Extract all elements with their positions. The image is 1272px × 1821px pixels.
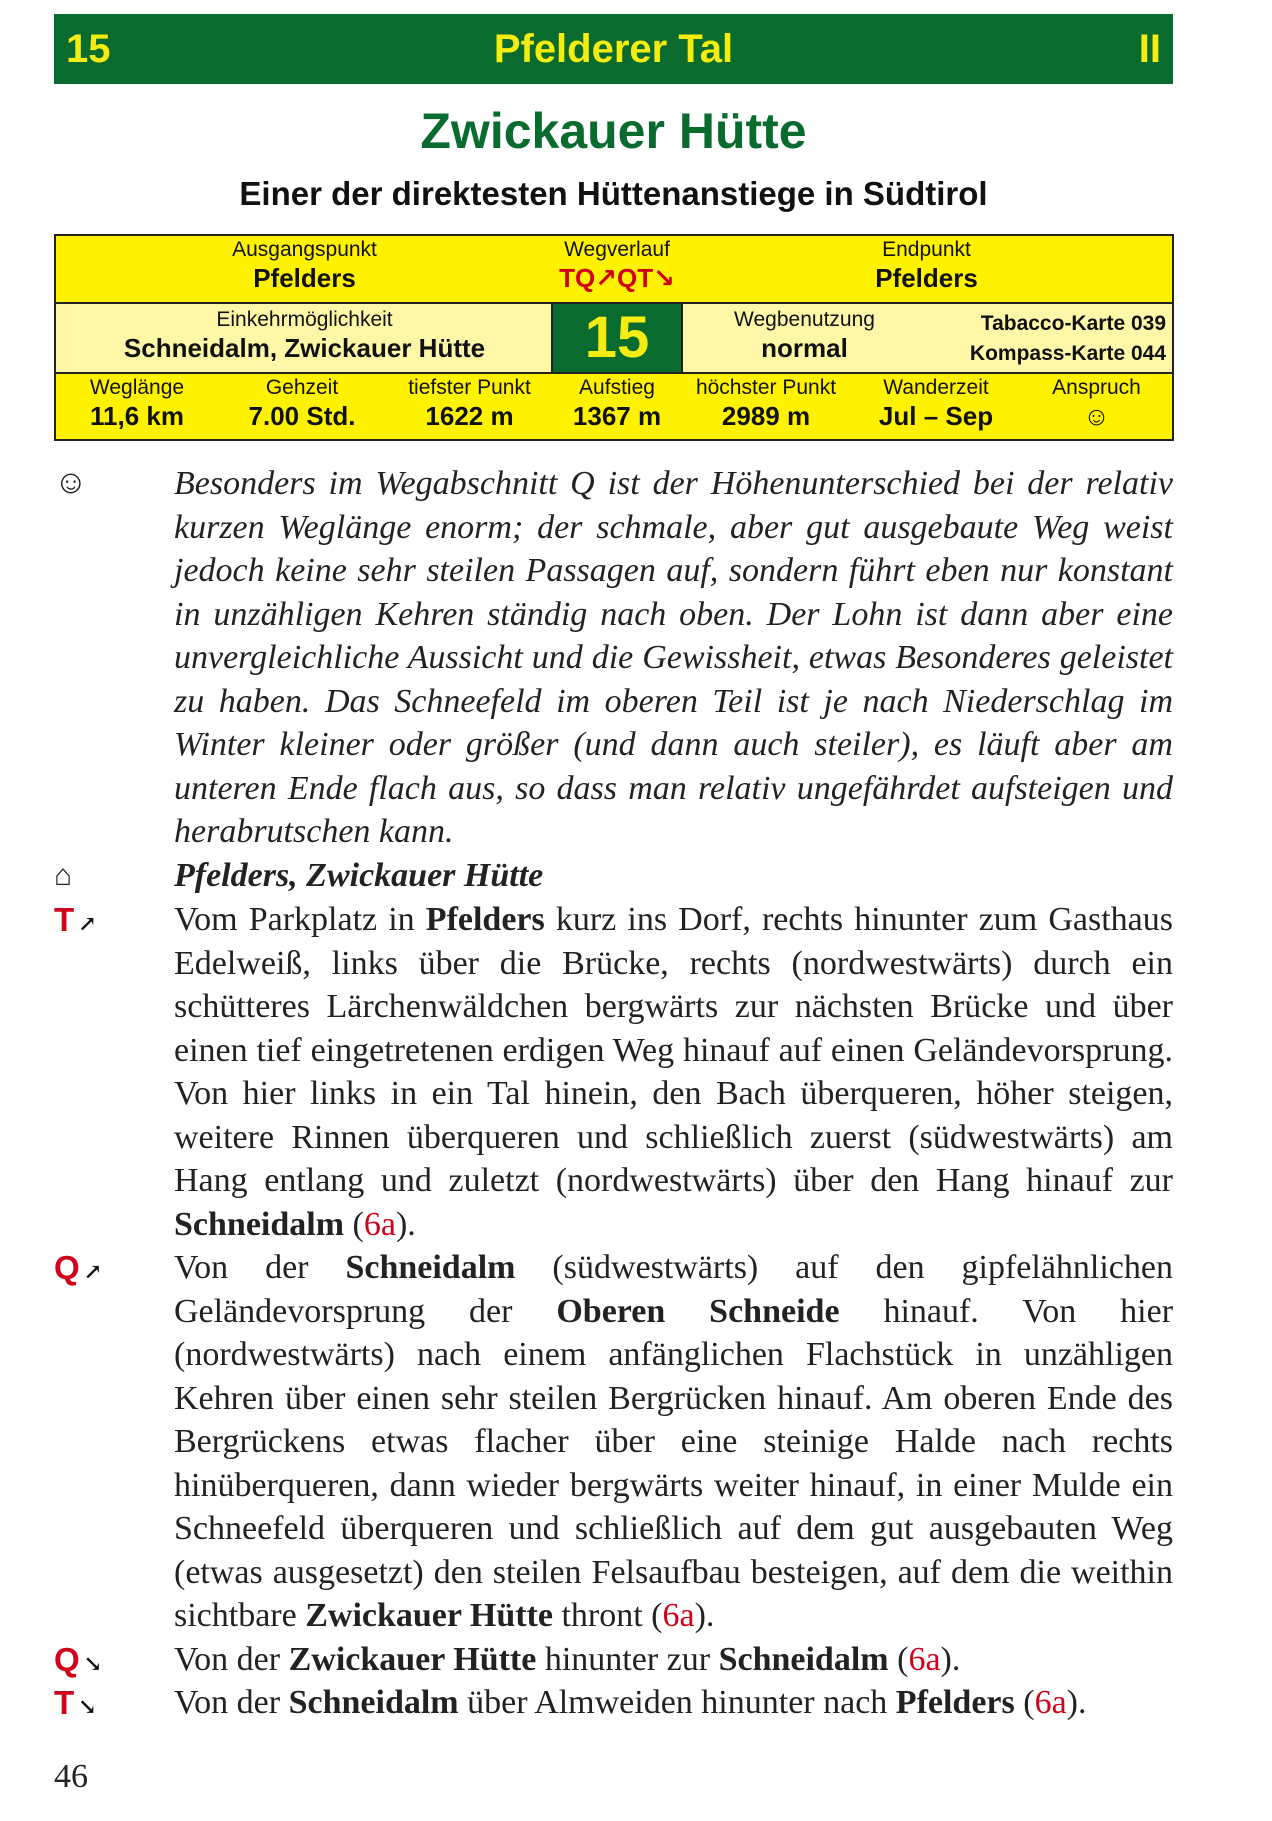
text: kurz ins Dorf, rechts hinunter zum Gasthaus Edelweiß, links über die Brücke, rechts (nordwestwärts) durch ein schütteres Lärchenwäldchen bergwärts zur nächsten Brücke und über einen tief eingetretenen erdigen Weg hinauf auf einen Geländevorsprung. Von hier links in ein Tal hinein, den Bach überqueren, höher steigen, weitere Rinnen überqueren und schließlich zuerst (südwestwärts) am Hang entlang und zuletzt (nordwestwärts) über den Hang hinauf zur [174,901,1173,1199]
lowest-point-value: 1622 m [425,401,514,431]
text: über Almweiden hinunter nach [458,1684,896,1721]
map-reference-1: Tabacco-Karte 039 [980,312,1166,335]
smiley-icon: ☺ [1083,401,1110,431]
segment-t-up-text [174,898,1173,1246]
place-name: Schneidalm [718,1641,889,1678]
segment-t-down-text [174,1681,1173,1725]
season-cell [851,376,1021,432]
place-name: Schneidalm [345,1249,516,1286]
text: Von der [174,1641,289,1678]
path-usage-label: Wegbenutzung [734,308,875,331]
text: (südwestwärts) auf den gipfelähnlichen Geländevorsprung der [174,1249,1173,1330]
divider [56,372,1172,374]
stops-line: Pfelders, Zwickauer Hütte [174,857,544,894]
segment-t-up-marker [54,898,97,946]
segment-letter: T [54,1684,75,1721]
text: ( [1014,1684,1035,1721]
route-number-badge: 15 [553,304,681,372]
start-point-cell [56,238,553,294]
lowest-point-label: tiefster Punkt [408,376,531,399]
text: ). [1066,1684,1087,1721]
highest-point-value: 2989 m [721,401,811,431]
refreshment-value: Schneidalm, Zwickauer Hütte [123,333,486,363]
text: ( [888,1641,909,1678]
page-number: 46 [54,1758,88,1795]
segment-q-up-marker [54,1246,102,1294]
refreshment-cell [56,308,553,364]
walking-time-cell [218,376,386,432]
intro-paragraph: Besonders im Wegabschnitt Q ist der Höhenunterschied bei der relativ kurzen Weglänge enorm; der schmale, aber gut ausgebaute Weg weist jedoch keine sehr steilen Passagen auf, sondern führt eben nur konstant in unzähligen Kehren ständig nach oben. Der Lohn ist dann aber eine unvergleichliche Aussicht und die Gewissheit, etwas Besonderes geleistet zu haben. Das Schneefeld im oberen Teil ist je nach Niederschlag im Winter kleiner oder größer (und dann auch steiler), es läuft aber am unteren Ende flach aus, so dass man relativ ungefährdet aufsteigen und herabrutschen kann. [174,465,1173,850]
place-name: Schneidalm [288,1684,459,1721]
segment-t-down-marker [54,1681,97,1729]
route-course-value: TQ↗QT↘ [559,263,675,293]
lowest-point-cell [386,376,553,432]
arrow-up-icon: ↗ [83,1259,103,1284]
text: hinauf. Von hier (nordwestwärts) nach einem anfänglichen Flachstück in unzähligen Kehren über einen sehr steilen Bergrücken hinauf. Am oberen Ende des Bergrückens etwas flacher über eine steinige Halde nach rechts hinüberqueren, dann wieder bergwärts weiter hinauf, in einer Mulde ein Schneefeld überqueren und schließlich auf dem gut ausgebauten Weg (etwas ausgesetzt) den steilen Felsaufbau besteigen, auf dem die weithin sichtbare [174,1292,1174,1634]
path-usage-cell [683,308,926,364]
arrow-up-icon: ↗ [78,911,97,936]
walking-time-label: Gehzeit [265,376,339,399]
path-usage-value: normal [761,333,848,363]
segment-q-down-text [174,1638,1173,1682]
place-name: Schneidalm [174,1205,345,1243]
region-title: Pfelderer Tal [493,27,734,71]
page-subtitle: Einer der direktesten Hüttenanstiege in Südtirol [239,175,988,212]
text: ( [344,1205,364,1243]
segment-letter: T [54,901,75,938]
route-number: 15 [66,27,111,71]
place-name: Zwickauer Hütte [288,1641,537,1678]
place-name: Oberen Schneide [556,1292,840,1330]
ascent-value: 1367 m [572,401,662,431]
arrow-down-icon: ↘ [78,1694,97,1719]
place-name: Pfelders [425,901,545,938]
header-bar [54,14,1173,84]
route-course-label: Wegverlauf [564,238,670,261]
distance-cell [56,376,218,432]
text: ). [395,1205,416,1243]
difficulty-grade: II [1138,27,1161,71]
divider [551,304,553,372]
place-name: Zwickauer Hütte [305,1597,553,1634]
map-ref: 6a [1034,1684,1067,1721]
place-name: Pfelders [895,1684,1015,1721]
end-point-cell [681,238,1172,294]
ascent-cell [553,376,681,432]
segment-letter: Q [54,1641,80,1678]
ascent-label: Aufstieg [579,376,655,399]
text: hinunter zur [536,1641,719,1678]
season-label: Wanderzeit [883,376,989,399]
highest-point-cell [681,376,851,432]
start-point-label: Ausgangspunkt [232,238,377,261]
page-title: Zwickauer Hütte [420,103,807,159]
map-ref: 6a [662,1597,695,1634]
text: thront ( [552,1597,663,1634]
text: Vom Parkplatz in [174,901,426,938]
difficulty-cell [1021,376,1172,432]
refreshment-label: Einkehrmöglichkeit [216,308,393,331]
walking-time-value: 7.00 Std. [248,401,356,431]
text: ). [940,1641,961,1678]
text: ). [694,1597,715,1634]
map-ref: 6a [363,1205,396,1243]
arrow-down-icon: ↘ [83,1651,103,1676]
end-point-label: Endpunkt [882,238,971,261]
map-ref: 6a [908,1641,941,1678]
smiley-icon: ☺ [54,465,88,501]
segment-letter: Q [54,1249,80,1286]
start-point-value: Pfelders [253,263,356,293]
distance-value: 11,6 km [90,401,184,431]
segment-q-up-text [174,1246,1173,1638]
end-point-value: Pfelders [875,263,978,293]
season-value: Jul – Sep [878,401,994,431]
hut-icon: ⌂ [54,859,73,892]
route-infobox [54,234,1174,441]
route-course-cell [553,238,681,294]
highest-point-label: höchster Punkt [695,376,837,399]
text: Von der [174,1684,289,1721]
text: Von der [174,1249,346,1286]
segment-q-down-marker [54,1638,102,1686]
map-reference-2: Kompass-Karte 044 [969,342,1166,365]
difficulty-label: Anspruch [1052,376,1141,399]
distance-label: Weglänge [89,376,185,399]
